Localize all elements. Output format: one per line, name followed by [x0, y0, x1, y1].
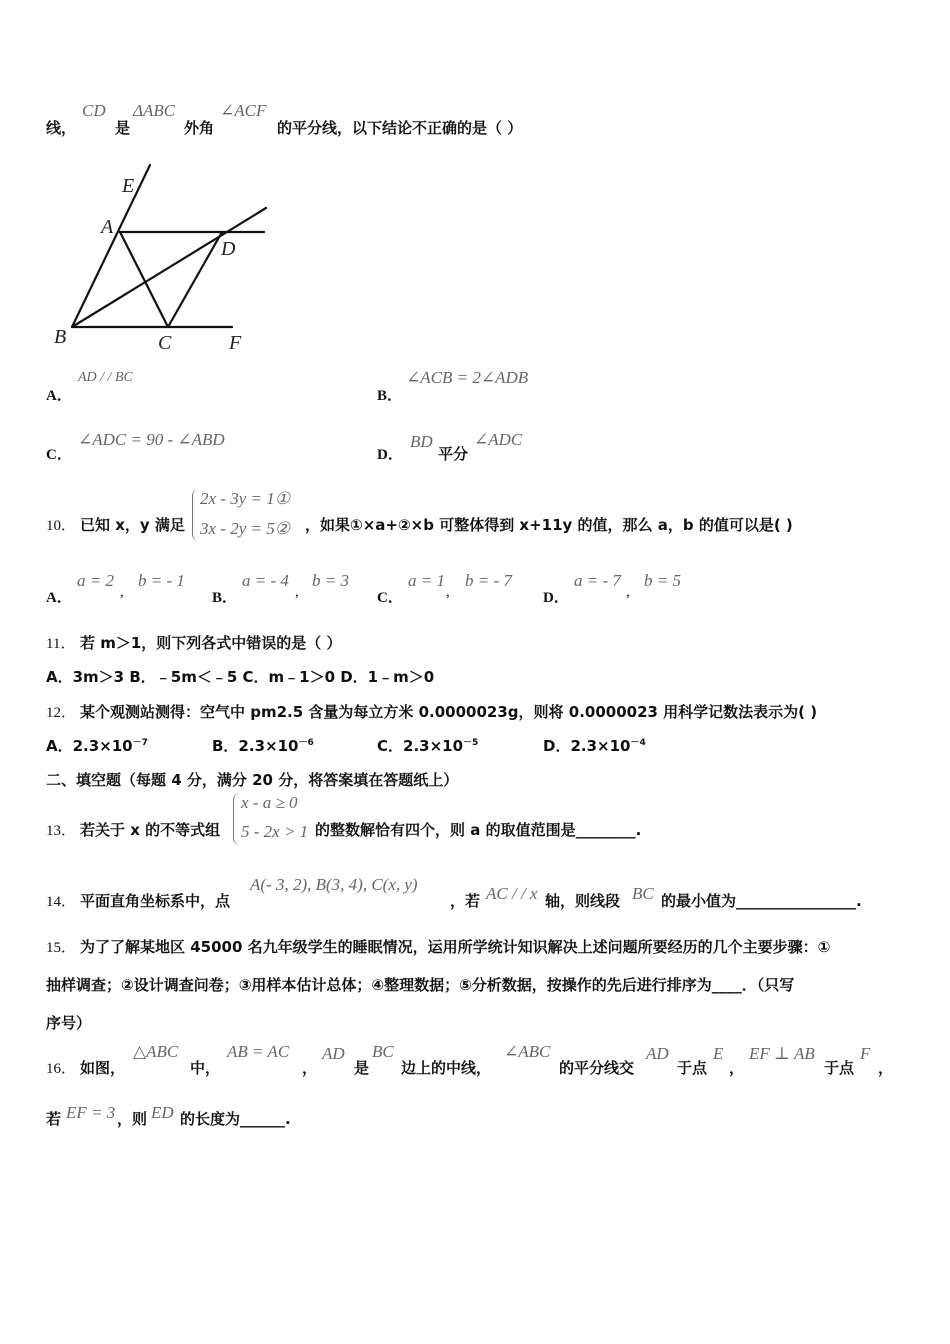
- q14-text1: 平面直角坐标系中，点: [80, 892, 231, 910]
- q12-text: 某个观测站测得：空气中 pm2.5 含量为每立方米 0.0000023g，则将 0.0000023 用科学记数法表示为( ): [80, 703, 818, 721]
- q14-text4: 的最小值为________________.: [661, 892, 862, 910]
- q16-number: 16．: [46, 1061, 77, 1077]
- q9-math-cd: CD: [82, 101, 106, 120]
- q14-text2: ，若: [450, 892, 481, 910]
- q9-math-angle-acf: ∠ACF: [220, 101, 267, 120]
- q10-equation-1: 2x - 3y = 1①: [200, 489, 290, 508]
- q10-equation-2: 3x - 2y = 5②: [200, 519, 290, 538]
- q16-m2: AB = AC: [227, 1042, 290, 1061]
- q12-option-b-exp: －6: [298, 738, 314, 748]
- q12-option-c-exp: －5: [463, 738, 479, 748]
- q9-geometry-figure: [40, 160, 280, 360]
- q13-inequality-1: x - a ≥ 0: [241, 793, 298, 812]
- q9-math-triangle: ΔABC: [133, 101, 176, 120]
- label-d: D: [221, 238, 236, 260]
- q10-option-a-label[interactable]: A．: [46, 590, 72, 606]
- q10-option-b-2: b = 3: [312, 571, 349, 590]
- q14-ac-parallel-x: AC / / x: [486, 884, 538, 903]
- q11-options[interactable]: A．3m＞3 B．﹣5m＜﹣5 C．m﹣1＞0 D．1﹣m＞0: [46, 668, 435, 686]
- q12-number: 12．: [46, 705, 77, 721]
- q14-points: A(- 3, 2), B(3, 4), C(x, y): [250, 875, 418, 894]
- q12-option-c-base: C．2.3×10: [377, 737, 464, 755]
- q16-m9: F: [860, 1044, 871, 1063]
- q9-option-a-label[interactable]: A．: [46, 388, 72, 404]
- q10-option-c-2: b = - 7: [465, 571, 512, 590]
- q10-system-brace: [192, 489, 199, 541]
- q10-number: 10．: [46, 518, 77, 534]
- q11-number: 11．: [46, 636, 76, 652]
- q9-option-d-label[interactable]: D．: [377, 447, 403, 463]
- line-c-d: [168, 232, 222, 327]
- q9-option-d-text: 平分: [438, 445, 469, 463]
- q15-number: 15．: [46, 940, 77, 956]
- q11-text: 若 m＞1，则下列各式中错误的是（ ）: [80, 634, 342, 652]
- q14-number: 14．: [46, 894, 77, 910]
- q13-number: 13．: [46, 823, 77, 839]
- q16-t7: 于点: [677, 1059, 708, 1077]
- q10-option-a-sep: ,: [120, 584, 124, 600]
- label-b: B: [54, 326, 67, 348]
- q10-option-d-sep: ,: [626, 584, 630, 600]
- q12-option-a-base: A．2.3×10: [46, 737, 133, 755]
- q15-line3: 序号）: [46, 1014, 92, 1032]
- section-2-title: 二、填空题（每题 4 分，满分 20 分，将答案填在答题纸上）: [46, 771, 459, 789]
- q12-option-c[interactable]: [377, 735, 478, 756]
- q10-option-a-1: a = 2: [77, 571, 114, 590]
- q10-option-d-2: b = 5: [644, 571, 681, 590]
- q10-option-c-1: a = 1: [408, 571, 445, 590]
- q12-option-d-base: D．2.3×10: [543, 737, 631, 755]
- q10-option-c-label[interactable]: C．: [377, 590, 403, 606]
- q16-m6: AD: [646, 1044, 669, 1063]
- q9-option-c-label[interactable]: C．: [46, 447, 72, 463]
- q14-bc: BC: [632, 884, 654, 903]
- q9-option-b-math: ∠ACB = 2∠ADB: [406, 368, 529, 387]
- q12-option-b-base: B．2.3×10: [212, 737, 299, 755]
- q10-option-c-sep: ,: [446, 584, 450, 600]
- q12-option-b[interactable]: [212, 735, 314, 756]
- label-f: F: [229, 332, 242, 354]
- q16-t2: 中，: [190, 1059, 221, 1077]
- q16-t9: 于点: [824, 1059, 855, 1077]
- q9-option-c-math: ∠ADC = 90 - ∠ABD: [78, 430, 225, 449]
- label-a: A: [101, 216, 114, 238]
- q9-option-d-math2: ∠ADC: [474, 430, 523, 449]
- q16-t13: 的长度为______.: [180, 1110, 291, 1128]
- q10-option-b-label[interactable]: B．: [212, 590, 238, 606]
- q16-m3: AD: [322, 1044, 345, 1063]
- line-a-c: [120, 232, 168, 327]
- q9-text-shi: 是: [115, 119, 131, 137]
- q16-t3: ，: [302, 1059, 318, 1077]
- label-e: E: [122, 175, 135, 197]
- q16-m1: △ABC: [133, 1042, 179, 1061]
- q9-question-suffix: 的平分线，以下结论不正确的是（ ）: [277, 119, 523, 137]
- q9-option-a-math: AD / / BC: [78, 370, 133, 385]
- q16-t12: ，则: [117, 1110, 148, 1128]
- q12-option-d[interactable]: [543, 735, 646, 756]
- q16-t8: ，: [729, 1059, 745, 1077]
- q16-t6: 的平分线交: [559, 1059, 635, 1077]
- q16-m10: EF = 3: [66, 1103, 116, 1122]
- q9-text-waijiao: 外角: [184, 119, 215, 137]
- q16-m7: E: [713, 1044, 724, 1063]
- q16-t11: 若: [46, 1110, 62, 1128]
- q16-m5: ∠ABC: [504, 1042, 551, 1061]
- q12-option-a[interactable]: [46, 735, 148, 756]
- q15-line1: 为了了解某地区 45000 名九年级学生的睡眠情况，运用所学统计知识解决上述问题所要经历的几个主要步骤：①: [80, 938, 831, 956]
- q10-text1: 已知 x，y 满足: [80, 516, 185, 534]
- q16-m4: BC: [372, 1042, 394, 1061]
- q13-system-brace: [233, 793, 240, 845]
- q12-option-d-exp: －4: [630, 738, 646, 748]
- label-c: C: [158, 332, 172, 354]
- q13-text2: 的整数解恰有四个，则 a 的取值范围是________.: [315, 821, 642, 839]
- q16-t1: 如图，: [80, 1059, 126, 1077]
- q16-m8: EF ⊥ AB: [749, 1044, 815, 1063]
- q13-inequality-2: 5 - 2x > 1: [241, 822, 309, 841]
- q16-t5: 边上的中线，: [401, 1059, 492, 1077]
- q10-option-d-label[interactable]: D．: [543, 590, 569, 606]
- q16-t10: ，: [878, 1059, 894, 1077]
- q10-option-d-1: a = - 7: [574, 571, 621, 590]
- q10-option-a-2: b = - 1: [138, 571, 185, 590]
- q10-option-b-1: a = - 4: [242, 571, 289, 590]
- q10-option-b-sep: ,: [295, 584, 299, 600]
- q14-text3: 轴，则线段: [545, 892, 621, 910]
- q10-text2: ，如果①×a+②×b 可整体得到 x+11y 的值，那么 a，b 的值可以是( ): [305, 516, 793, 534]
- q9-option-d-math: BD: [410, 432, 433, 451]
- q13-text1: 若关于 x 的不等式组: [80, 821, 221, 839]
- q16-t4: 是: [354, 1059, 370, 1077]
- q12-option-a-exp: －7: [132, 738, 148, 748]
- q9-option-b-label[interactable]: B．: [377, 388, 403, 404]
- q15-line2: 抽样调查；②设计调查问卷；③用样本估计总体；④整理数据；⑤分析数据，按操作的先后进行排序为____．（只写: [46, 976, 795, 994]
- q9-line-prefix: 线，: [46, 119, 77, 137]
- q16-m11: ED: [151, 1103, 174, 1122]
